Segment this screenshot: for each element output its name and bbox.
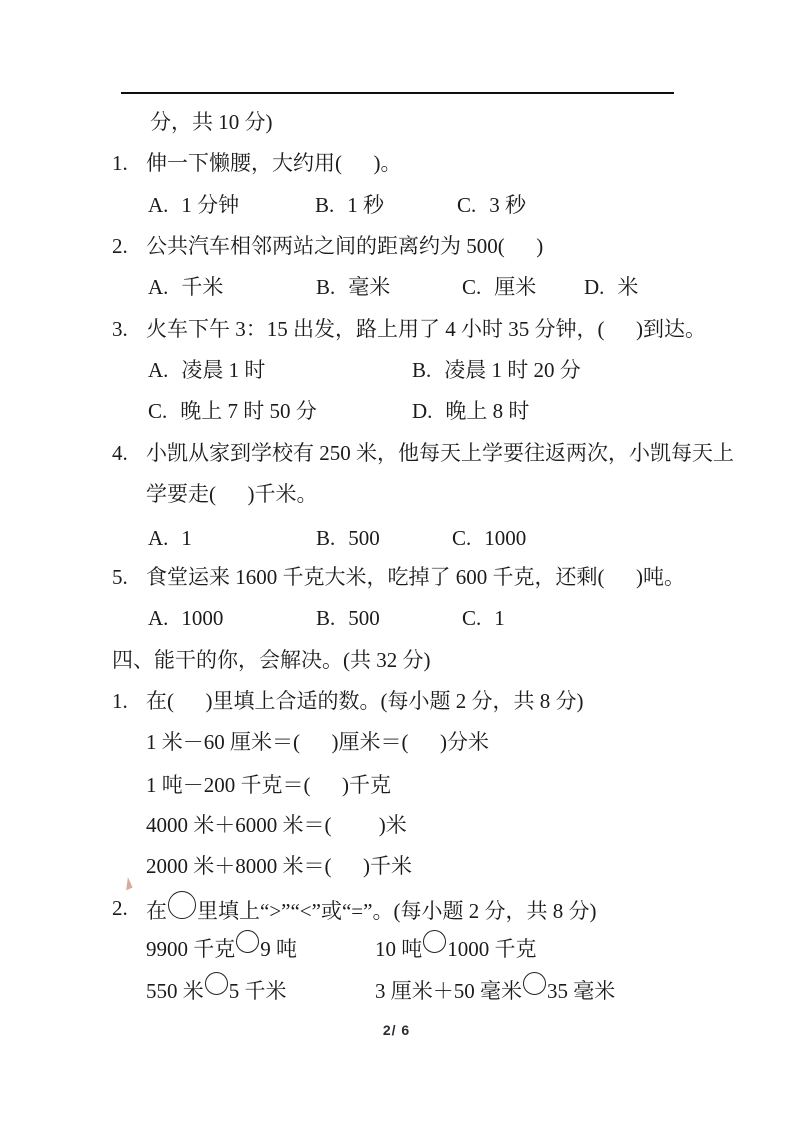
option-label: C.	[148, 399, 168, 423]
compare-left-value: 550 米	[146, 979, 204, 1003]
option-label: C.	[452, 526, 472, 550]
comparison-circle	[168, 891, 196, 919]
question-5-option-a	[148, 603, 223, 633]
option-label: B.	[315, 193, 335, 217]
compare-right-value: 35 毫米	[547, 979, 616, 1003]
question-1-row	[0, 148, 793, 178]
prompt-before-circle: 在	[146, 899, 167, 923]
option-text: 毫米	[348, 275, 391, 299]
option-text: 1000	[181, 606, 224, 630]
fill-item-2: 1 吨－200 千克＝( )千克	[146, 773, 391, 797]
option-label: C.	[462, 606, 482, 630]
option-text: 凌晨 1 时	[181, 358, 266, 382]
question-4-row-2	[0, 479, 793, 509]
compare-question-number: 2.	[112, 896, 128, 920]
question-2-number: 2.	[112, 234, 128, 258]
question-5-option-c	[462, 603, 505, 633]
compare-right-value: 1000 千克	[447, 937, 537, 961]
question-3-number: 3.	[112, 317, 128, 341]
question-2-option-c	[462, 272, 536, 302]
question-5-number: 5.	[112, 565, 128, 589]
compare-left-value: 9900 千克	[146, 937, 236, 961]
compare-question-row	[0, 891, 793, 925]
question-1-option-b	[315, 190, 384, 220]
fill-item-row	[0, 810, 793, 840]
prompt-after-circle: 里填上“>”“<”或“=”。(每小题 2 分，共 8 分)	[197, 899, 597, 923]
question-5-options-row	[0, 603, 793, 633]
option-text: 晚上 7 时 50 分	[180, 399, 317, 423]
question-4-option-c	[452, 523, 526, 553]
option-label: B.	[316, 526, 336, 550]
carry-line-text: 分，共 10 分)	[150, 110, 273, 134]
question-3-text: 火车下午 3：15 出发，路上用了 4 小时 35 分钟，( )到达。	[146, 317, 706, 341]
page-divider-line	[121, 92, 674, 94]
question-2-text: 公共汽车相邻两站之间的距离约为 500( )	[146, 234, 544, 258]
question-1-option-a	[148, 190, 239, 220]
option-text: 晚上 8 时	[445, 399, 530, 423]
fill-item-row	[0, 770, 793, 800]
compare-row-1	[0, 930, 793, 964]
option-label: C.	[457, 193, 477, 217]
comparison-circle	[423, 930, 446, 953]
comparison-circle	[236, 930, 259, 953]
option-label: B.	[412, 358, 432, 382]
question-2-row	[0, 231, 793, 261]
compare-left-value: 10 吨	[375, 937, 423, 961]
compare-question-prompt	[146, 891, 596, 928]
option-label: A.	[148, 193, 169, 217]
option-label: A.	[148, 526, 169, 550]
question-5-option-b	[316, 603, 380, 633]
fill-item-4: 2000 米＋8000 米＝( )千米	[146, 854, 412, 878]
question-2-option-b	[316, 272, 390, 302]
compare-right-value: 9 吨	[260, 937, 297, 961]
compare-right-value: 5 千米	[228, 979, 287, 1003]
question-4-text-line2: 学要走( )千米。	[146, 482, 318, 506]
question-3-row	[0, 314, 793, 344]
question-5-text: 食堂运来 1600 千克大米，吃掉了 600 千克，还剩( )吨。	[146, 565, 685, 589]
option-label: A.	[148, 275, 169, 299]
question-3-option-d	[412, 396, 529, 426]
option-label: B.	[316, 275, 336, 299]
option-text: 凌晨 1 时 20 分	[444, 358, 581, 382]
option-text: 500	[348, 526, 380, 550]
question-4-options-row	[0, 523, 793, 553]
fill-item-3: 4000 米＋6000 米＝( )米	[146, 813, 407, 837]
option-label: D.	[412, 399, 433, 423]
question-5-row	[0, 562, 793, 592]
question-1-option-c	[457, 190, 526, 220]
option-text: 1 分钟	[181, 193, 240, 217]
question-1-options-row	[0, 190, 793, 220]
carry-line-row	[0, 107, 793, 137]
option-text: 厘米	[494, 275, 537, 299]
question-1-number: 1.	[112, 151, 128, 175]
option-label: A.	[148, 358, 169, 382]
option-label: C.	[462, 275, 482, 299]
option-text: 1000	[484, 526, 527, 550]
question-1-text: 伸一下懒腰，大约用( )。	[146, 151, 402, 175]
question-3-option-b	[412, 355, 581, 385]
option-label: B.	[316, 606, 336, 630]
option-text: 米	[617, 275, 639, 299]
option-label: A.	[148, 606, 169, 630]
option-text: 500	[348, 606, 380, 630]
compare-cell	[375, 930, 537, 966]
compare-row-2	[0, 972, 793, 1006]
comparison-circle	[523, 972, 546, 995]
option-text: 1	[181, 526, 192, 550]
question-3-option-a	[148, 355, 265, 385]
option-text: 3 秒	[489, 193, 527, 217]
compare-cell	[146, 972, 287, 1008]
question-4-text-line1: 小凯从家到学校有 250 米，他每天上学要往返两次，小凯每天上	[146, 441, 734, 465]
question-2-option-d	[584, 272, 638, 302]
fill-item-row	[0, 727, 793, 757]
compare-left-value: 3 厘米＋50 毫米	[375, 979, 522, 1003]
fill-question-number: 1.	[112, 689, 128, 713]
page-number-footer: 2/ 6	[382, 1022, 411, 1038]
option-text: 1 秒	[347, 193, 385, 217]
question-2-options-row	[0, 272, 793, 302]
question-2-option-a	[148, 272, 223, 302]
fill-question-prompt: 在( )里填上合适的数。(每小题 2 分，共 8 分)	[146, 689, 584, 713]
question-3-options-row-1	[0, 355, 793, 385]
question-3-option-c	[148, 396, 317, 426]
question-3-options-row-2	[0, 396, 793, 426]
fill-question-row	[0, 686, 793, 716]
comparison-circle	[205, 972, 228, 995]
section-four-heading: 四、能干的你，会解决。(共 32 分)	[112, 648, 431, 672]
question-4-number: 4.	[112, 441, 128, 465]
fill-item-row	[0, 851, 793, 881]
question-4-option-a	[148, 523, 192, 553]
option-text: 1	[494, 606, 505, 630]
question-4-option-b	[316, 523, 380, 553]
section-four-heading-row	[0, 645, 793, 675]
question-4-row-1	[0, 438, 793, 468]
compare-cell	[375, 972, 615, 1008]
fill-item-1: 1 米－60 厘米＝( )厘米＝( )分米	[146, 730, 489, 754]
compare-cell	[146, 930, 297, 966]
option-label: D.	[584, 275, 605, 299]
option-text: 千米	[181, 275, 224, 299]
